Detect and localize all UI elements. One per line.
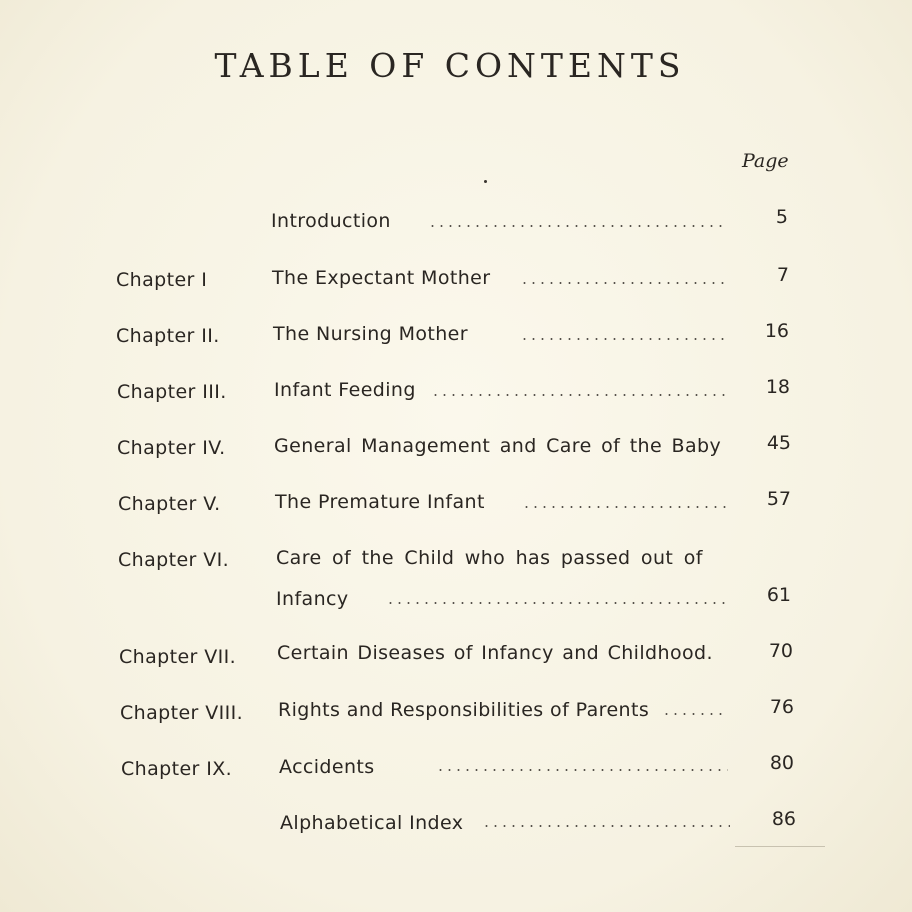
page-column-header: Page <box>742 150 789 172</box>
entry-title: Infant Feeding <box>274 379 416 401</box>
entry-page-number: 18 <box>765 376 790 398</box>
dot-leader <box>428 224 728 228</box>
dot-leader <box>482 824 730 828</box>
dot-leader <box>436 768 728 772</box>
chapter-label: Chapter I <box>116 269 208 291</box>
entry-title: Alphabetical Index <box>280 812 464 834</box>
entry-page-number: 70 <box>768 640 793 662</box>
entry-title: Care of the Child who has passed out of <box>276 547 703 569</box>
entry-title: The Nursing Mother <box>273 323 468 345</box>
entry-page-number: 57 <box>766 488 791 510</box>
entry-title: General Management and Care of the Baby <box>274 435 722 457</box>
paper-speck <box>484 180 487 183</box>
entry-title: Certain Diseases of Infancy and Childhood. <box>277 642 713 664</box>
entry-title: The Premature Infant <box>275 491 485 513</box>
chapter-label: Chapter IX. <box>121 758 233 780</box>
dot-leader <box>520 281 725 285</box>
entry-page-number: 76 <box>769 696 794 718</box>
chapter-label: Chapter IV. <box>117 437 226 459</box>
dot-leader <box>520 337 726 341</box>
entry-title: Introduction <box>271 210 391 232</box>
chapter-label: Chapter VI. <box>118 549 230 571</box>
chapter-label: Chapter V. <box>118 493 221 515</box>
paper-scuff-mark <box>735 846 825 847</box>
chapter-label: Chapter VIII. <box>120 702 244 724</box>
chapter-label: Chapter II. <box>116 325 220 347</box>
dot-leader <box>522 505 727 509</box>
entry-title: The Expectant Mother <box>272 267 491 289</box>
chapter-label: Chapter III. <box>117 381 227 403</box>
entry-title-continuation: Infancy <box>276 588 349 610</box>
entry-title: Rights and Responsibilities of Parents <box>278 699 650 721</box>
page-title: TABLE OF CONTENTS <box>214 46 686 85</box>
entry-page-number: 61 <box>766 584 791 606</box>
chapter-label: Chapter VII. <box>119 646 237 668</box>
dot-leader <box>431 393 727 397</box>
entry-page-number: 80 <box>769 752 794 774</box>
dot-leader <box>386 601 728 605</box>
entry-page-number: 86 <box>771 808 796 830</box>
dot-leader <box>662 712 728 716</box>
entry-page-number: 45 <box>766 432 791 454</box>
entry-page-number: 7 <box>776 264 789 286</box>
entry-page-number: 16 <box>764 320 789 342</box>
entry-title: Accidents <box>279 756 375 778</box>
entry-page-number: 5 <box>775 206 788 228</box>
